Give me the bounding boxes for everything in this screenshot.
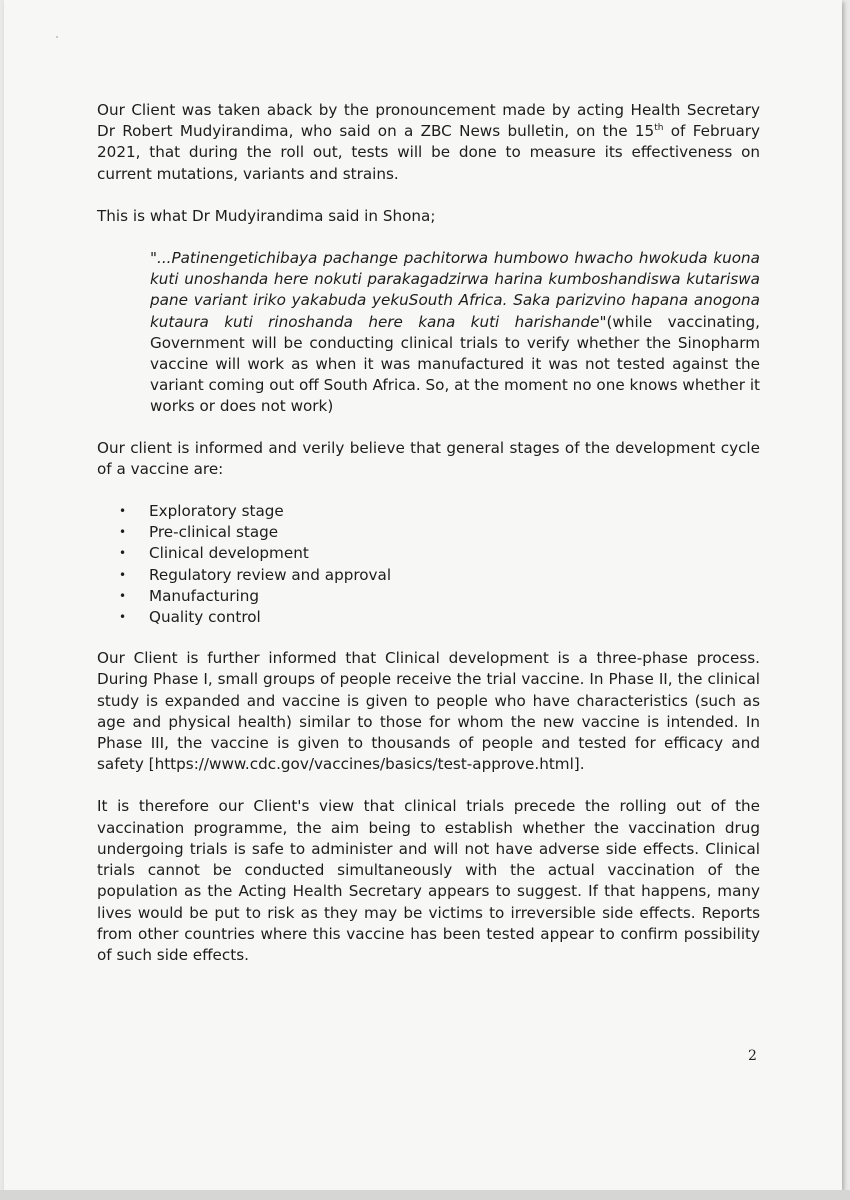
paragraph-pronouncement (97, 100, 760, 185)
shona-quote: "...Patinengetichibaya pachange pachitorwa humbowo hwacho hwokuda kuona kuti unoshanda here nokuti parakagadzirwa harina kumboshandiswa kutariswa pane variant iriko yakabuda yekuSouth Africa. Saka parizvino hapana anogona kutaura kuti rinoshanda here kana kuti harishande" (150, 249, 760, 331)
list-item (119, 565, 760, 586)
page-bottom-edge (0, 1190, 850, 1200)
ordinal-superscript: th (654, 123, 664, 134)
bullet-icon: • (119, 546, 127, 561)
document-page (4, 0, 842, 1190)
bullet-icon: • (119, 525, 127, 540)
list-item (119, 607, 760, 628)
paragraph-shona-intro: This is what Dr Mudyirandima said in Shona; (97, 206, 436, 225)
list-item (119, 543, 760, 564)
shona-quote-block (150, 248, 760, 418)
list-item-label: Pre-clinical stage (149, 523, 279, 542)
bullet-icon: • (119, 504, 127, 519)
paragraph-pronouncement-text-a: Our Client was taken aback by the pronouncement made by acting Health Secretary Dr Robert Mudyirandima, who said on a ZBC News bulletin, on the 15 (97, 101, 760, 141)
quote-translation: (while vaccinating, Government will be conducting clinical trials to verify whether the Sinopharm vaccine will work as when it was manufactured it was not tested against the variant coming out off South Africa. So, at the moment no one knows whether it works or does not work) (150, 312, 761, 416)
list-item (119, 586, 760, 607)
list-item (119, 522, 760, 543)
list-item (119, 501, 760, 522)
paper-speck (56, 36, 58, 38)
list-item-label: Exploratory stage (149, 502, 284, 521)
bullet-icon: • (119, 610, 127, 625)
list-item-label: Quality control (149, 608, 261, 627)
list-item-label: Manufacturing (149, 586, 259, 605)
page-number: 2 (748, 1048, 757, 1064)
list-item-label: Regulatory review and approval (149, 565, 392, 584)
paragraph-stages-intro: Our client is informed and verily believe that general stages of the development cycle of a vaccine are: (97, 438, 760, 478)
paragraph-clinical-phases: Our Client is further informed that Clinical development is a three-phase process. During Phase I, small groups of people receive the trial vaccine. In Phase II, the clinical study is expanded and vaccine is given to people who have characteristics (such as age and physical health) similar to those for whom the new vaccine is intended. In Phase III, the vaccine is given to thousands of people and tested for efficacy and safety [https://www.cdc.gov/vaccines/basics/test-approve.html]. (97, 649, 760, 774)
bullet-icon: • (119, 588, 127, 603)
document-body (97, 100, 760, 987)
bullet-icon: • (119, 567, 127, 582)
paragraph-client-view: It is therefore our Client's view that clinical trials precede the rolling out of the vaccination programme, the aim being to establish whether the vaccination drug undergoing trials is safe to administer and will not have adverse side effects. Clinical trials cannot be conducted simultaneously with the actual vaccination of the population as the Acting Health Secretary appears to suggest. If that happens, many lives would be put to risk as they may be victims to irreversible side effects. Reports from other countries where this vaccine has been tested appear to confirm possibility of such side effects. (97, 797, 760, 964)
vaccine-stages-list (119, 501, 760, 628)
list-item-label: Clinical development (149, 544, 309, 563)
paragraph-pronouncement-text-b: of February 2021, that during the roll out, tests will be done to measure its effectiveness on current mutations, variants and strains. (97, 122, 761, 183)
